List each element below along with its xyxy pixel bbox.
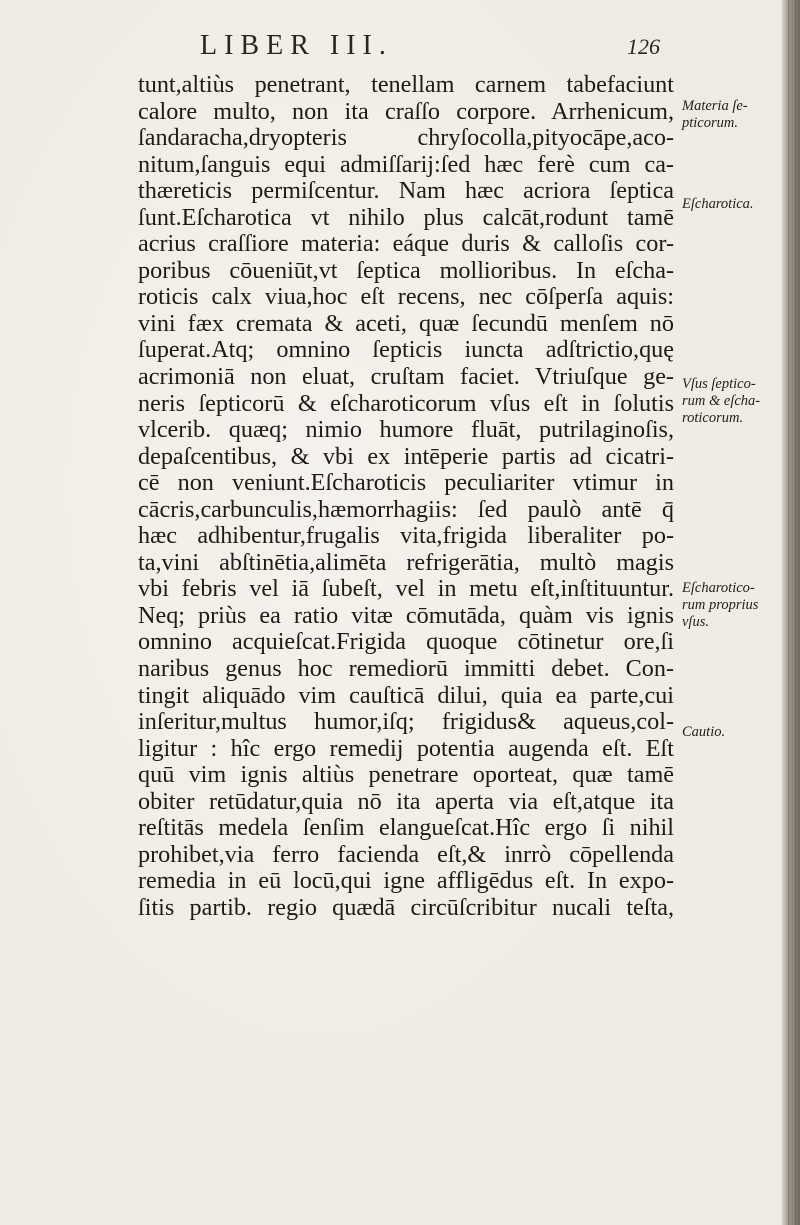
margin-note-line: Eſcharotica. xyxy=(682,196,754,212)
text-line: ſunt.Eſcharotica vt nihilo plus calcāt,rodunt tamē xyxy=(138,203,674,231)
text-line: vini fæx cremata & aceti, quæ ſecundū menſem nō xyxy=(138,309,674,337)
text-line: inſeritur,multus humor,iſq; frigidus& aqueus,col- xyxy=(138,708,674,736)
text-line: vlcerib. quæq; nimio humore fluāt, putrilaginoſis, xyxy=(138,416,674,444)
margin-note-materia xyxy=(682,98,782,132)
margin-note-line: rum & eſcha- xyxy=(682,393,761,409)
text-line: depaſcentibus, & vbi ex intēperie partis ad cicatri- xyxy=(138,442,674,470)
margin-note-line: vſus. xyxy=(682,614,709,630)
text-line: ſuperat.Atq; omnino ſepticis iuncta adſtrictio,quę xyxy=(138,336,674,364)
text-line: ſandaracha,dryopteris chryſocolla,pityocāpe,aco- xyxy=(138,124,674,152)
margin-note-line: Cautio. xyxy=(682,724,726,740)
margin-note-line: Materia ſe- xyxy=(682,98,748,114)
text-line: cē non veniunt.Eſcharoticis peculiariter vtimur in xyxy=(138,469,674,497)
text-line: roticis calx viua,hoc eſt recens, nec cōſperſa aquis: xyxy=(138,283,674,311)
text-line: acrimoniā non eluat, cruſtam faciet. Vtriuſque ge- xyxy=(138,363,674,391)
text-line: neris ſepticorū & eſcharoticorum vſus eſt in ſolutis xyxy=(138,389,674,417)
text-line: thæreticis permiſcentur. Nam hæc acriora ſeptica xyxy=(138,177,674,205)
page-edge-shadow xyxy=(788,0,796,1225)
margin-note-cautio xyxy=(682,724,782,741)
margin-note-proprius xyxy=(682,580,782,631)
text-line: quū vim ignis altiùs penetrare oporteat, quæ tamē xyxy=(138,761,674,789)
margin-note-usus xyxy=(682,376,782,427)
margin-note-line: Vſus ſeptico- xyxy=(682,376,756,392)
page-number: 126 xyxy=(627,34,660,59)
margin-note-line: roticorum. xyxy=(682,410,744,426)
text-line: nitum,ſanguis equi admiſſarij:ſed hæc ferè cum ca- xyxy=(138,150,674,178)
text-line: acrius craſſiore materia: eáque duris & calloſis cor- xyxy=(138,230,674,258)
text-line: prohibet,via ferro facienda eſt,& inrrò cōpellenda xyxy=(138,840,674,868)
text-line: calore multo, non ita craſſo corpore. Arrhenicum, xyxy=(138,97,674,125)
margin-note-line: pticorum. xyxy=(682,115,738,131)
margin-note-line: Eſcharotico- xyxy=(682,580,755,596)
margin-note-escharotica xyxy=(682,196,782,213)
text-line: ta,vini abſtinētia,alimēta refrigerātia, multò magis xyxy=(138,548,674,576)
page-header xyxy=(200,30,660,66)
text-line: poribus cōueniūt,vt ſeptica mollioribus. In eſcha- xyxy=(138,256,674,284)
text-line: ligitur : hîc ergo remedij potentia augenda eſt. Eſt xyxy=(138,734,674,762)
text-line: omnino acquieſcat.Frigida quoque cōtinetur ore,ſi xyxy=(138,628,674,656)
text-line: hæc adhibentur,frugalis vita,frigida liberaliter po- xyxy=(138,522,674,550)
text-line: vbi febris vel iā ſubeſt, vel in metu eſt,inſtituuntur. xyxy=(138,575,674,603)
text-line: tingit aliquādo vim cauſticā dilui, quia ea parte,cui xyxy=(138,681,674,709)
text-line: obiter retūdatur,quia nō ita aperta via eſt,atque ita xyxy=(138,787,674,815)
text-line: tunt,altiùs penetrant, tenellam carnem tabefaciunt xyxy=(138,71,674,98)
text-line: reſtitās medela ſenſim elangueſcat.Hîc ergo ſi nihil xyxy=(138,814,674,842)
body-text xyxy=(138,72,674,922)
text-line: ſitis partib. regio quædā circūſcribitur nucali teſta, xyxy=(138,893,674,921)
text-line: cācris,carbunculis,hæmorrhagiis: ſed paulò antē q̄ xyxy=(138,495,674,523)
margin-note-line: rum proprius xyxy=(682,597,759,613)
text-line: remedia in eū locū,qui igne affligēdus eſt. In expo- xyxy=(138,867,674,895)
running-head: LIBER III. xyxy=(200,30,393,61)
text-line: Neq; priùs ea ratio vitæ cōmutāda, quàm vis ignis xyxy=(138,601,674,629)
text-line: naribus genus hoc remediorū immitti debet. Con- xyxy=(138,655,674,683)
